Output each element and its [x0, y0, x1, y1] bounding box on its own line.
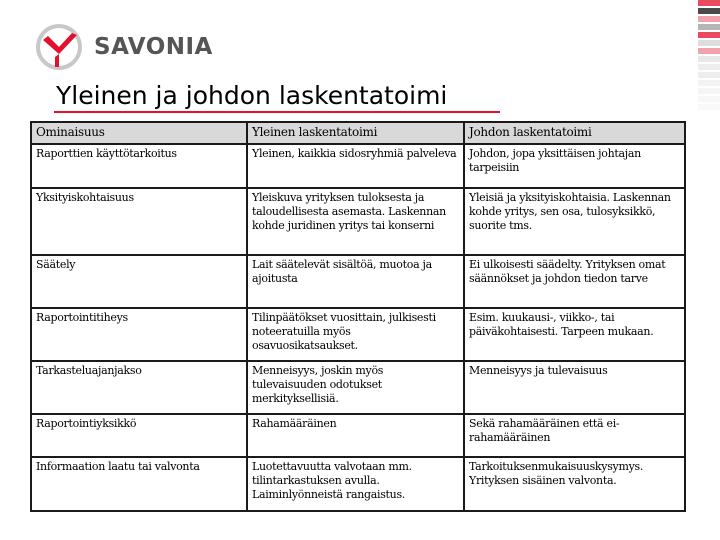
comparison-table — [30, 121, 686, 512]
feature-cell: Raporttien käyttötarkoitus — [31, 144, 247, 188]
general-cell: Yleiskuva yrityksen tuloksesta ja taloudellisesta asemasta. Laskennan kohde juridinen yritys tai konserni — [247, 188, 464, 255]
general-cell: Rahamääräinen — [247, 414, 464, 457]
feature-cell: Yksityiskohtaisuus — [31, 188, 247, 255]
header-cell: Ominaisuus — [31, 122, 247, 144]
general-cell: Tilinpäätökset vuosittain, julkisesti noteeratuilla myös osavuosikatsaukset. — [247, 308, 464, 361]
decorative-stripe — [698, 24, 720, 30]
management-cell: Johdon, jopa yksittäisen johtajan tarpeisiin — [464, 144, 685, 188]
feature-cell: Raportointitiheys — [31, 308, 247, 361]
decorative-stripe — [698, 16, 720, 22]
table-row — [31, 188, 685, 255]
table-row — [31, 144, 685, 188]
feature-cell: Säätely — [31, 255, 247, 308]
feature-cell: Tarkasteluajanjakso — [31, 361, 247, 414]
table-header-row — [31, 122, 685, 144]
management-cell: Tarkoituksenmukaisuuskysymys. Yrityksen sisäinen valvonta. — [464, 457, 685, 511]
feature-cell: Raportointiyksikkö — [31, 414, 247, 457]
management-cell: Ei ulkoisesti säädelty. Yrityksen omat säännökset ja johdon tiedon tarve — [464, 255, 685, 308]
decorative-stripe — [698, 88, 720, 94]
table-row — [31, 414, 685, 457]
management-cell: Esim. kuukausi-, viikko-, tai päiväkohtaisesti. Tarpeen mukaan. — [464, 308, 685, 361]
general-cell: Menneisyys, joskin myös tulevaisuuden odotukset merkityksellisiä. — [247, 361, 464, 414]
logo-wordmark: SAVONIA — [94, 34, 213, 60]
decorative-stripe — [698, 80, 720, 86]
decorative-stripe — [698, 104, 720, 110]
savonia-logo[interactable] — [34, 22, 213, 72]
header-cell: Yleinen laskentatoimi — [247, 122, 464, 144]
decorative-stripe — [698, 40, 720, 46]
table-row — [31, 457, 685, 511]
general-cell: Yleinen, kaikkia sidosryhmiä palveleva — [247, 144, 464, 188]
table-row — [31, 255, 685, 308]
decorative-stripe — [698, 96, 720, 102]
management-cell: Menneisyys ja tulevaisuus — [464, 361, 685, 414]
decorative-stripe — [698, 0, 720, 6]
decorative-stripe — [698, 56, 720, 62]
management-cell: Yleisiä ja yksityiskohtaisia. Laskennan kohde yritys, sen osa, tulosyksikkö, suorite tms. — [464, 188, 685, 255]
decorative-stripe — [698, 64, 720, 70]
general-cell: Luotettavuutta valvotaan mm. tilintarkastuksen avulla. Laiminlyönneistä rangaistus. — [247, 457, 464, 511]
table-row — [31, 361, 685, 414]
decorative-stripes — [698, 0, 720, 112]
page-title: Yleinen ja johdon laskentatoimi — [56, 81, 448, 110]
table-row — [31, 308, 685, 361]
header-cell: Johdon laskentatoimi — [464, 122, 685, 144]
decorative-stripe — [698, 48, 720, 54]
decorative-stripe — [698, 32, 720, 38]
title-underline — [54, 111, 500, 113]
decorative-stripe — [698, 72, 720, 78]
savonia-logo-icon — [34, 22, 84, 72]
general-cell: Lait säätelevät sisältöä, muotoa ja ajoitusta — [247, 255, 464, 308]
decorative-stripe — [698, 8, 720, 14]
management-cell: Sekä rahamääräinen että ei-rahamääräinen — [464, 414, 685, 457]
feature-cell: Informaation laatu tai valvonta — [31, 457, 247, 511]
